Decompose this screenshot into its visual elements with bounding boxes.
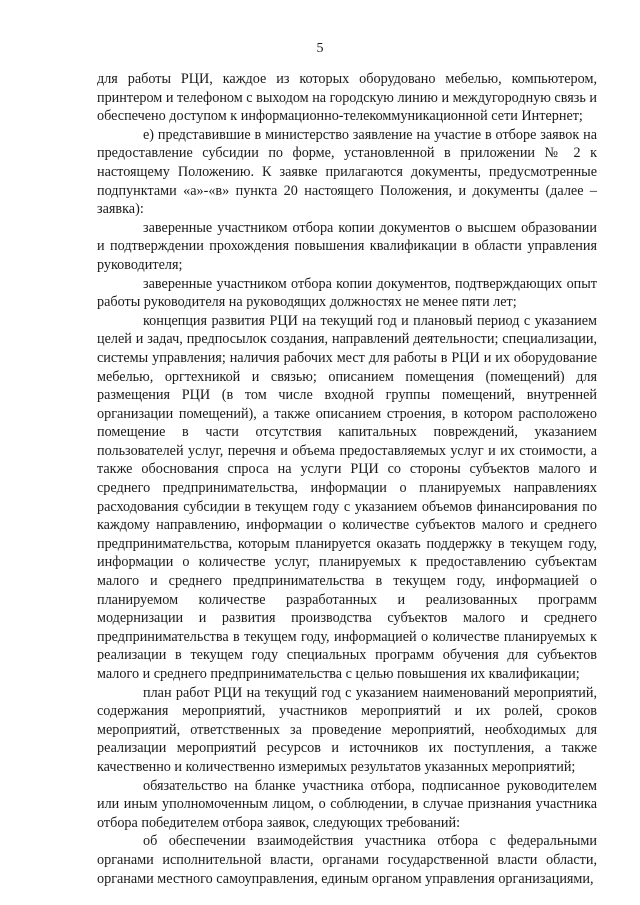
- paragraph-development-concept: концепция развития РЦИ на текущий год и плановый период с указанием целей и задач, предпосылок создания, направлений деятельности; специализации, системы управления; наличия рабочих мест для работы в РЦИ и их оборудование мебелью, оргтехникой и связью; описанием помещения (помещений) для размещения РЦИ (в том числе входной группы помещений, внутренней организации помещений), а также описанием строения, в котором расположено помещение в части отсутствия капитальных повреждений, указанием пользователей услуг, перечня и объема предоставляемых услуг и их стоимости, а также обоснования спроса на услуги РЦИ со стороны субъектов малого и среднего предпринимательства, информации о планируемых направлениях расходования субсидии в текущем году с указанием объемов финансирования по каждому направлению, информации о количестве субъектов малого и среднего предпринимательства, которым планируется оказать поддержку в текущем году, информации о количестве услуг, планируемых к предоставлению субъектам малого и среднего предпринимательства в текущем году, информацией о планируемом количестве разработанных и реализованных программ модернизации и развития производства субъектов малого и среднего предпринимательства в текущем году, информацией о количестве планируемых к реализации в текущем году специальных программ обучения для субъектов малого и среднего предпринимательства с целью повышения их квалификации;: [97, 312, 597, 682]
- paragraph-education-docs: заверенные участником отбора копии документов о высшем образовании и подтверждении прохождения повышения квалификации в области управления руководителя;: [97, 219, 597, 273]
- paragraph-obligation: обязательство на бланке участника отбора, подписанное руководителем или иным уполномоченным лицом, о соблюдении, в случае признания участника отбора победителем отбора заявок, следующих требований:: [97, 777, 597, 831]
- document-body: [97, 70, 597, 888]
- paragraph-experience-docs: заверенные участником отбора копии документов, подтверждающих опыт работы руководителя на руководящих должностях не менее пяти лет;: [97, 275, 597, 311]
- paragraph-work-plan: план работ РЦИ на текущий год с указанием наименований мероприятий, содержания мероприятий, участников мероприятий и их ролей, сроков мероприятий, ответственных за проведение мероприятий, необходимых для реализации мероприятий ресурсов и источников их поступления, а также качественно и количественно измеримых результатов указанных мероприятий;: [97, 684, 597, 775]
- paragraph-item-e: е) представившие в министерство заявление на участие в отборе заявок на предоставление субсидии по форме, установленной в приложении № 2 к настоящему Положению. К заявке прилагаются документы, предусмотренные подпунктами «а»-«в» пункта 20 настоящего Положения, и документы (далее – заявка):: [97, 126, 597, 218]
- paragraph-intro-continuation: для работы РЦИ, каждое из которых оборудовано мебелью, компьютером, принтером и телефоном с выходом на городскую линию и междугородную связь и обеспечено доступом к информационно-телекоммуникационной сети Интернет;: [97, 71, 597, 125]
- page-number: 5: [316, 41, 324, 56]
- paragraph-interaction-requirement: об обеспечении взаимодействия участника отбора с федеральными органами исполнительной власти, органами государственной власти области, органами местного самоуправления, единым органом управления организациями,: [97, 833, 597, 887]
